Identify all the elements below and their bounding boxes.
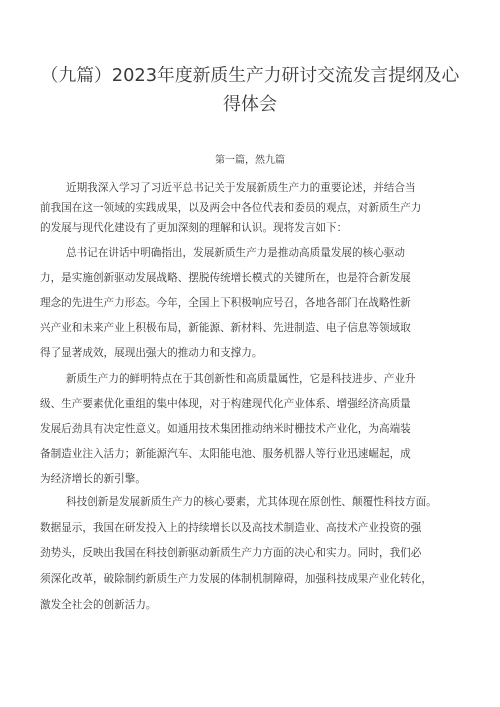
- paragraph-line: 近期我深入学习了习近平总书记关于发展新质生产力的重要论述，并结合当: [66, 182, 416, 194]
- paragraph-line: 数据显示，我国在研发投入上的持续增长以及高技术制造业、高技术产业投资的强: [40, 522, 422, 534]
- paragraph-line: 劲势头，反映出我国在科技创新驱动新质生产力方面的决心和实力。同时，我们必: [40, 547, 422, 559]
- paragraph-line: 新质生产力的鲜明特点在于其创新性和高质量属性，它是科技进步、产业升: [66, 373, 416, 385]
- paragraph-line: 总书记在讲话中明确指出，发展新质生产力是推动高质量发展的核心驱动: [66, 247, 405, 259]
- document-title-line-1: （九篇）2023年度新质生产力研讨交流发言提纲及心: [40, 65, 460, 86]
- paragraph-line: 备制造业注入活力；新能源汽车、太阳能电池、服务机器人等行业迅速崛起，成: [40, 448, 411, 460]
- document-title-line-2: 得体会: [223, 94, 277, 115]
- paragraph-line: 兴产业和未来产业上积极布局，新能源、新材料、先进制造、电子信息等领域取: [40, 322, 411, 334]
- paragraph-line: 为经济增长的新引擎。: [40, 473, 146, 485]
- paragraph-line: 的发展与现代化建设有了更加深刻的理解和认识。现将发言如下：: [40, 222, 348, 234]
- paragraph-line: 前我国在这一领域的实践成果，以及两会中各位代表和委员的观点，对新质生产力: [40, 202, 422, 214]
- section-subtitle: 第一篇，然九篇: [215, 155, 285, 166]
- paragraph-line: 须深化改革，破除制约新质生产力发展的体制机制障碍，加强科技成果产业化转化，: [40, 573, 432, 585]
- paragraph-line: 得了显著成效，展现出强大的推动力和支撑力。: [40, 347, 263, 359]
- paragraph-line: 力，是实施创新驱动发展战略、摆脱传统增长模式的关键所在，也是符合新发展: [40, 272, 411, 284]
- paragraph-line: 理念的先进生产力形态。今年，全国上下积极响应号召，各地各部门在战略性新: [40, 297, 411, 309]
- paragraph-line: 激发全社会的创新活力。: [40, 599, 157, 611]
- paragraph-line: 级、生产要素优化重组的集中体现，对于构建现代化产业体系、增强经济高质量: [40, 398, 411, 410]
- paragraph-line: 发展后劲具有决定性意义。如通用技术集团推动纳米时栅技术产业化，为高端装: [40, 423, 411, 435]
- paragraph-line: 科技创新是发展新质生产力的核心要素，尤其体现在原创性、颠覆性科技方面。: [66, 496, 437, 508]
